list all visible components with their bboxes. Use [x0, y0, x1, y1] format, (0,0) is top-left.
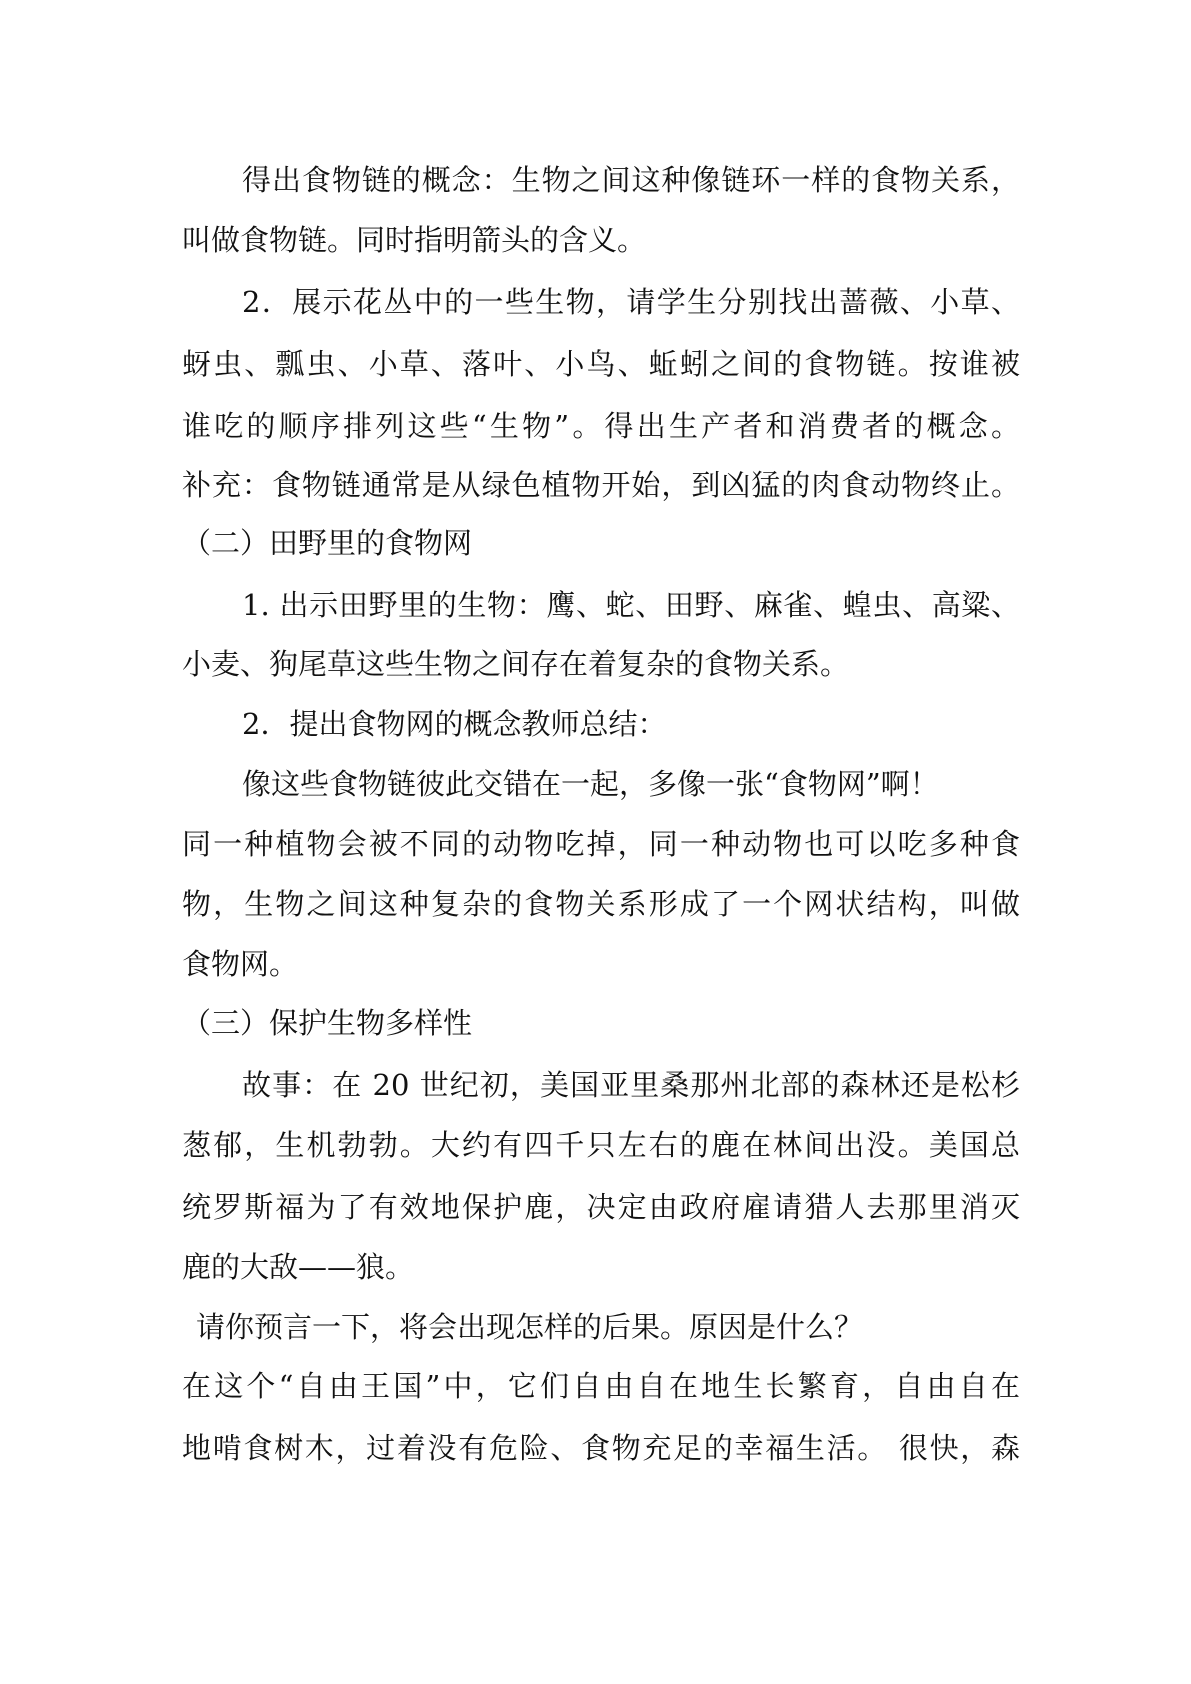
paragraph-line: 食物网。: [182, 947, 299, 981]
paragraph-line: 像这些食物链彼此交错在一起，多像一张“食物网”啊！: [242, 767, 939, 801]
paragraph-line: 在这个“自由王国”中，它们自由自在地生长繁育，自由自在: [182, 1369, 1020, 1403]
paragraph-line: 葱郁，生机勃勃。大约有四千只左右的鹿在林间出没。美国总: [182, 1128, 1020, 1162]
paragraph-line: 蚜虫、瓢虫、小草、落叶、小鸟、蚯蚓之间的食物链。按谁被: [182, 347, 1020, 381]
paragraph-line: 2．展示花丛中的一些生物，请学生分别找出蔷薇、小草、: [242, 285, 1020, 319]
paragraph-line: 得出食物链的概念：生物之间这种像链环一样的食物关系，: [242, 163, 1020, 197]
paragraph-line: 补充：食物链通常是从绿色植物开始，到凶猛的肉食动物终止。: [182, 468, 1020, 502]
paragraph-line: 小麦、狗尾草这些生物之间存在着复杂的食物关系。: [182, 647, 850, 681]
paragraph-line: 谁吃的顺序排列这些“生物”。得出生产者和消费者的概念。: [182, 409, 1020, 443]
paragraph-line: 2．提出食物网的概念教师总结：: [242, 707, 667, 741]
paragraph-line: 同一种植物会被不同的动物吃掉，同一种动物也可以吃多种食: [182, 827, 1020, 861]
section-heading: （三）保护生物多样性: [182, 1006, 473, 1040]
paragraph-line: 故事：在 20 世纪初，美国亚里桑那州北部的森林还是松杉: [242, 1068, 1020, 1102]
paragraph-line: 物，生物之间这种复杂的食物关系形成了一个网状结构，叫做: [182, 887, 1020, 921]
paragraph-line: 地啃食树木，过着没有危险、食物充足的幸福生活。 很快，森: [182, 1431, 1020, 1465]
paragraph-line: 1. 出示田野里的生物：鹰、蛇、田野、麻雀、蝗虫、高粱、: [242, 588, 1020, 622]
paragraph-line: 鹿的大敌——狼。: [182, 1250, 415, 1284]
paragraph-line: 叫做食物链。同时指明箭头的含义。: [182, 223, 647, 257]
paragraph-line: 统罗斯福为了有效地保护鹿，决定由政府雇请猎人去那里消灭: [182, 1190, 1020, 1224]
section-heading: （二）田野里的食物网: [182, 526, 473, 560]
paragraph-line: 请你预言一下，将会出现怎样的后果。原因是什么？: [196, 1310, 864, 1344]
